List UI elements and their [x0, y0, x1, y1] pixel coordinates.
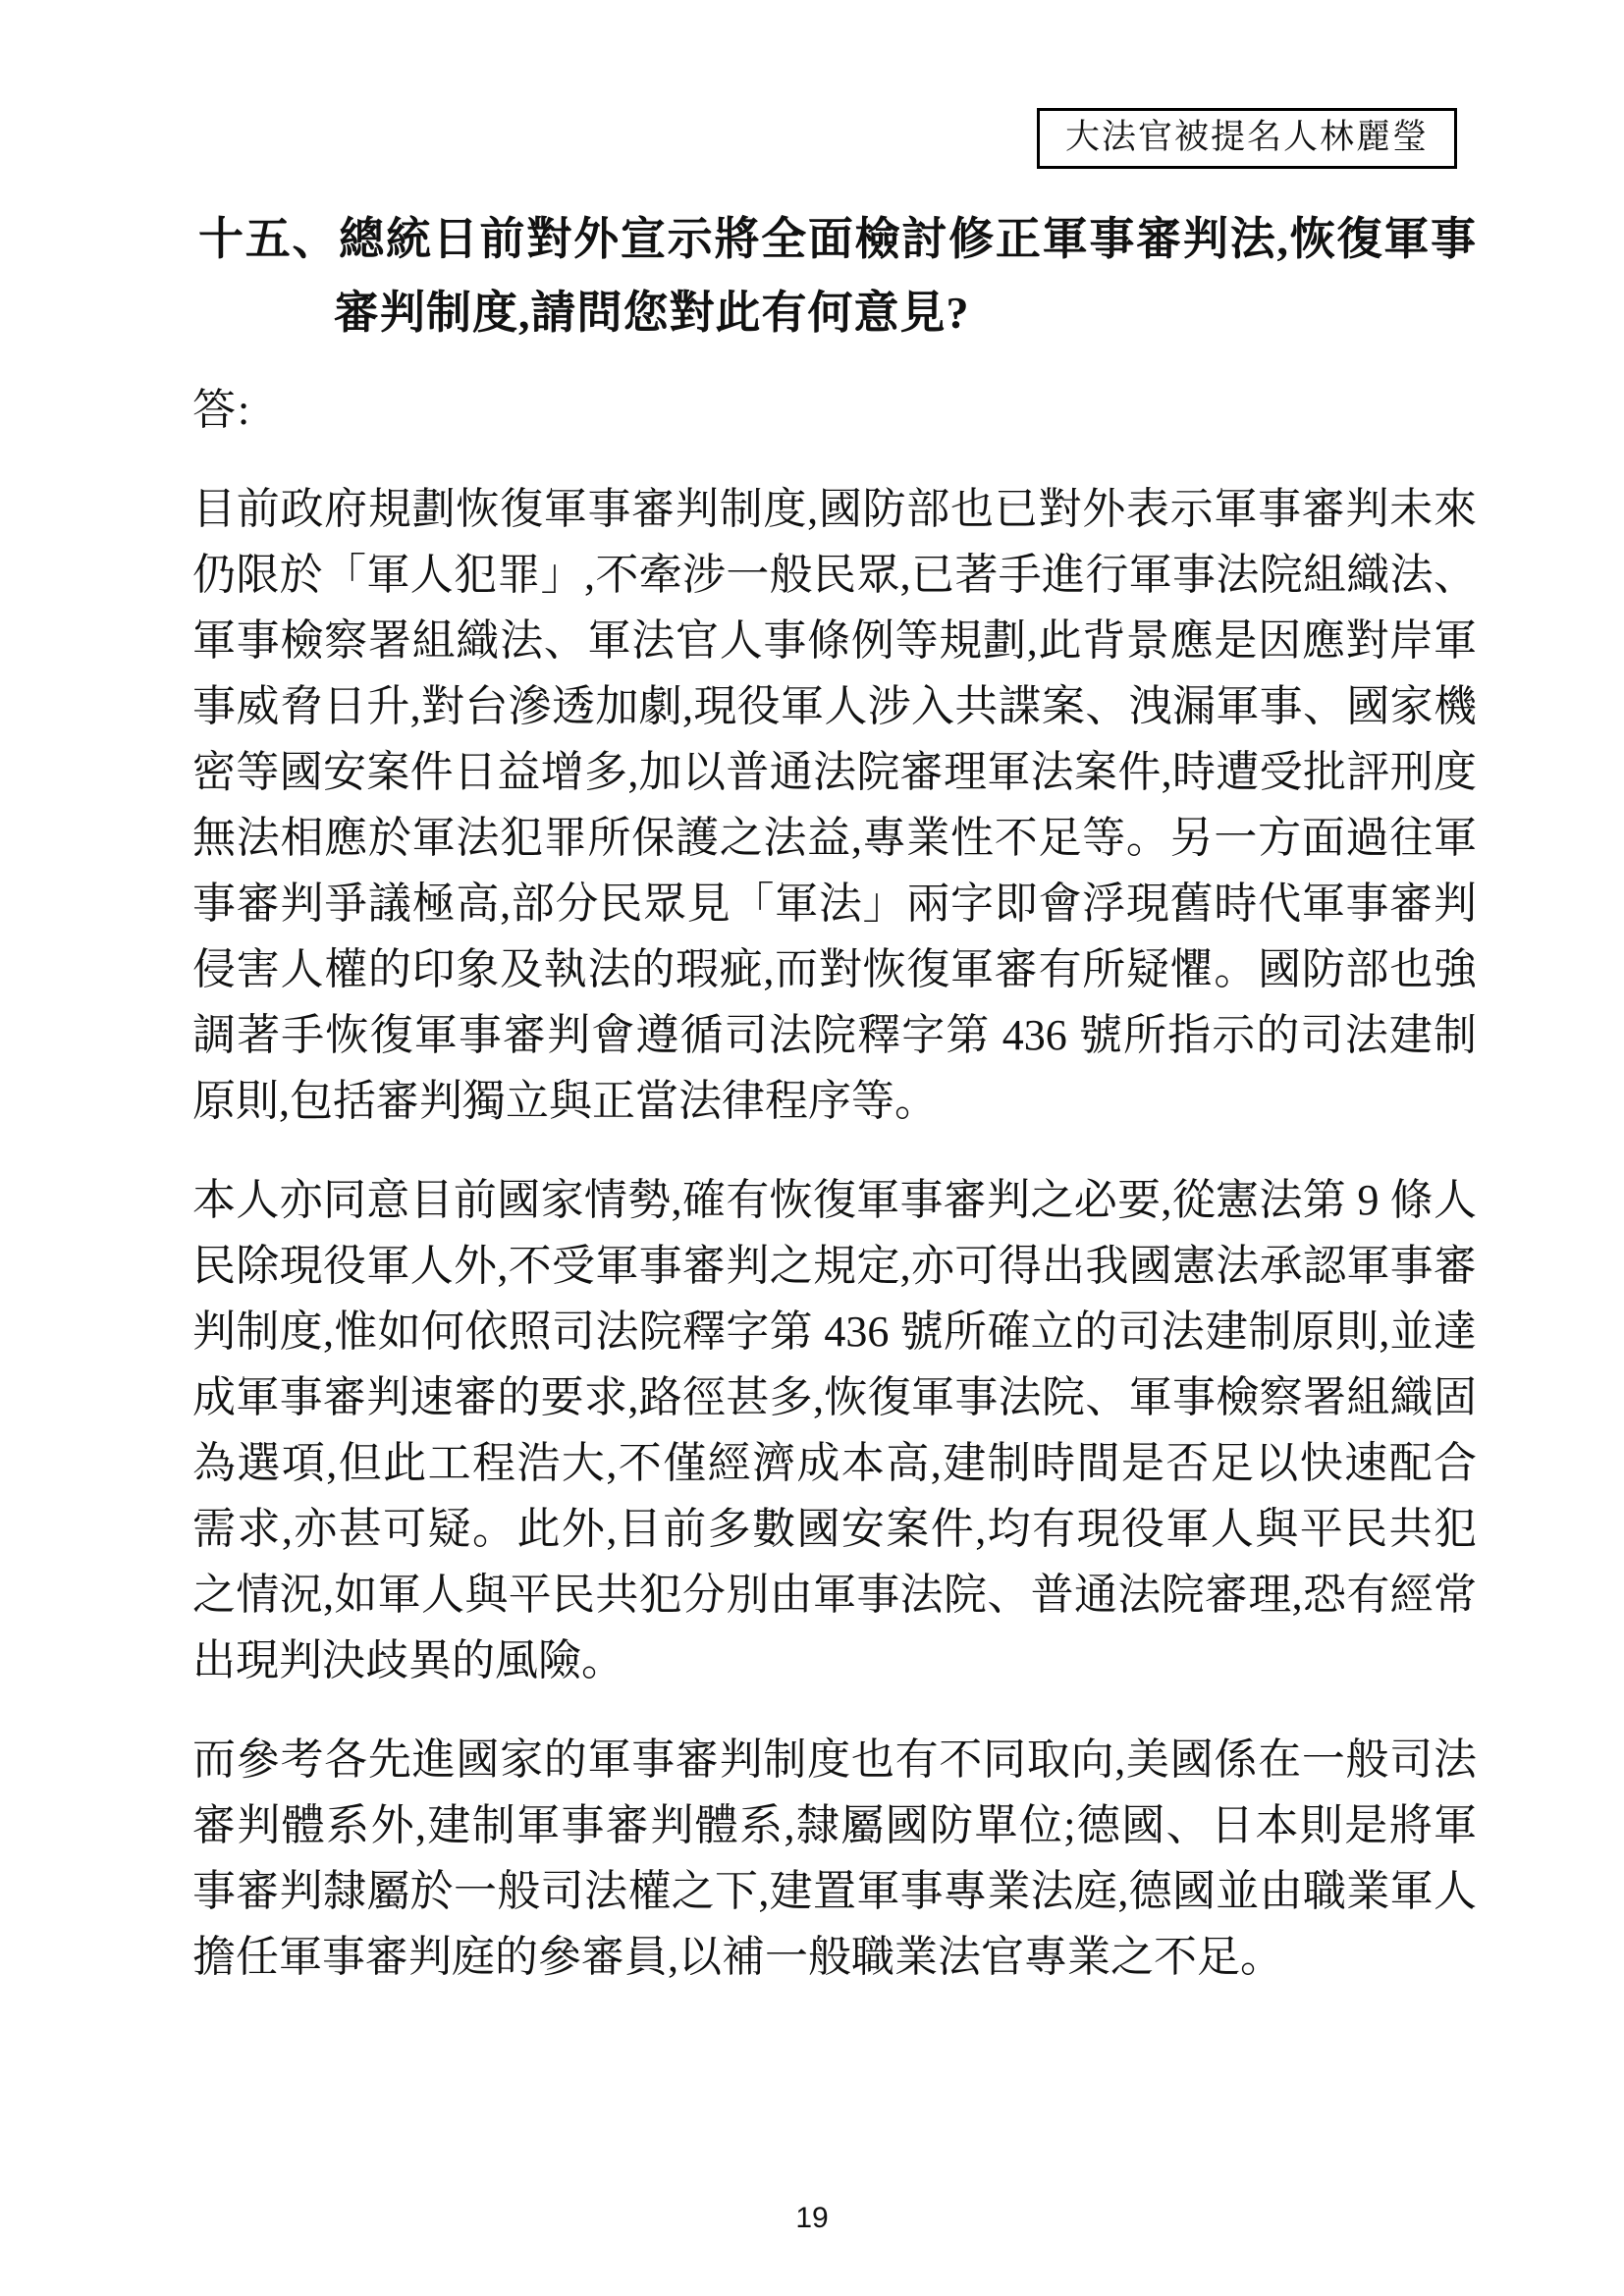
answer-paragraph-2: 本人亦同意目前國家情勢,確有恢復軍事審判之必要,從憲法第 9 條人民除現役軍人外,不受軍事審判之規定,亦可得出我國憲法承認軍事審判制度,惟如何依照司法院釋字第 436 號所確立的司法建制原則,並達成軍事審判速審的要求,路徑甚多,恢復軍事法院、軍事檢察署組織固為選項,但此工程浩大,不僅經濟成本高,建制時間是否足以快速配合需求,亦甚可疑。此外,目前多數國安案件,均有現役軍人與平民共犯之情況,如軍人與平民共犯分別由軍事法院、普通法院審理,恐有經常出現判決歧異的風險。 [192, 1175, 1477, 1684]
nominee-header-box [1037, 108, 1457, 169]
question-number: 十五、 [198, 213, 340, 264]
answer-label: 答: [192, 385, 252, 434]
answer-paragraph-3: 而參考各先進國家的軍事審判制度也有不同取向,美國係在一般司法審判體系外,建制軍事審判體系,隸屬國防單位;德國、日本則是將軍事審判隸屬於一般司法權之下,建置軍事專業法庭,德國並由職業軍人擔任軍事審判庭的參審員,以補一般職業法官專業之不足。 [192, 1735, 1477, 1981]
question-text: 總統日前對外宣示將全面檢討修正軍事審判法,恢復軍事審判制度,請問您對此有何意見? [334, 213, 1478, 338]
answer-paragraph-1: 目前政府規劃恢復軍事審判制度,國防部也已對外表示軍事審判未來仍限於「軍人犯罪」,不牽涉一般民眾,已著手進行軍事法院組織法、軍事檢察署組織法、軍法官人事條例等規劃,此背景應是因應對岸軍事威脅日升,對台滲透加劇,現役軍人涉入共諜案、洩漏軍事、國家機密等國安案件日益增多,加以普通法院審理軍法案件,時遭受批評刑度無法相應於軍法犯罪所保護之法益,專業性不足等。另一方面過往軍事審判爭議極高,部分民眾見「軍法」兩字即會浮現舊時代軍事審判侵害人權的印象及執法的瑕疵,而對恢復軍審有所疑懼。國防部也強調著手恢復軍事審判會遵循司法院釋字第 436 號所指示的司法建制原則,包括審判獨立與正當法律程序等。 [192, 484, 1477, 1125]
question-heading [198, 202, 1477, 349]
page-number: 19 [795, 2202, 829, 2234]
nominee-header-label: 大法官被提名人林麗瑩 [1064, 118, 1429, 156]
